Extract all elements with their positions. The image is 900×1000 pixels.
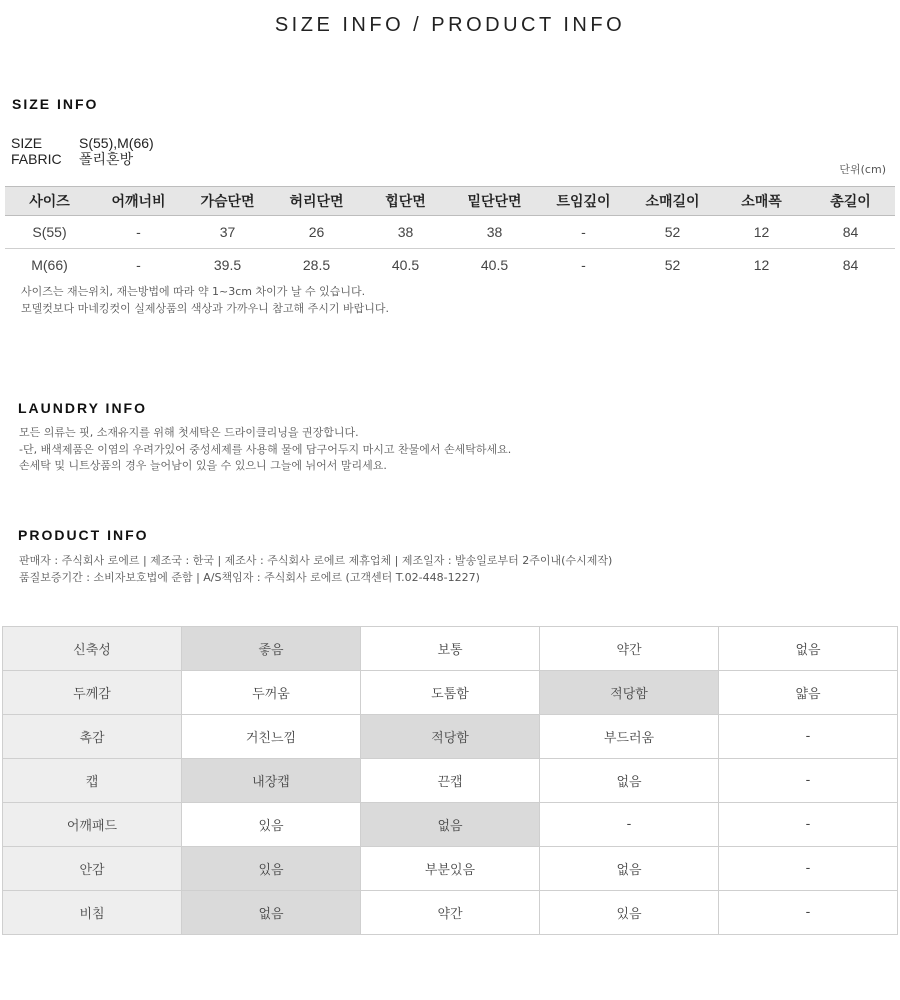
size-notes (21, 284, 389, 317)
attribute-row (3, 671, 898, 715)
table-row (5, 249, 895, 282)
header-hem: 밑단단면 (450, 187, 539, 216)
header-sleeve-length: 소매길이 (628, 187, 717, 216)
laundry-note-line: -단, 배색제품은 이염의 우려가있어 중성세제를 사용해 물에 담구어두지 마시고 찬물에서 손세탁하세요. (19, 442, 512, 456)
attribute-option: 있음 (182, 803, 361, 847)
size-table-header-row (5, 187, 895, 216)
attribute-label: 안감 (3, 847, 182, 891)
size-label: SIZE (11, 135, 43, 151)
attribute-option: - (719, 715, 898, 759)
table-cell: 26 (272, 216, 361, 249)
attribute-option-selected: 있음 (182, 847, 361, 891)
header-hip: 힙단면 (361, 187, 450, 216)
attribute-row (3, 803, 898, 847)
attribute-option: 도톰함 (361, 671, 540, 715)
fabric-label: FABRIC (11, 151, 62, 167)
table-cell: 84 (806, 216, 895, 249)
laundry-note-line: 손세탁 및 니트상품의 경우 늘어남이 있을 수 있으니 그늘에 뉘어서 말리세요. (19, 459, 387, 472)
attribute-option: - (719, 891, 898, 935)
attribute-option: 두꺼움 (182, 671, 361, 715)
fabric-spec (11, 151, 133, 168)
laundry-note-line: 모든 의류는 핏, 소재유지를 위해 첫세탁은 드라이클리닝을 권장합니다. (19, 426, 359, 439)
attribute-option-selected: 없음 (361, 803, 540, 847)
table-cell: S(55) (5, 216, 94, 249)
attribute-option: - (719, 847, 898, 891)
header-size: 사이즈 (5, 187, 94, 216)
fabric-value: 폴리혼방 (79, 151, 134, 167)
table-cell: 28.5 (302, 257, 331, 274)
header-slit: 트임깊이 (539, 187, 628, 216)
attribute-row (3, 715, 898, 759)
attribute-option: - (719, 803, 898, 847)
attribute-option: 없음 (540, 759, 719, 803)
attribute-option-selected: 내장캡 (182, 759, 361, 803)
attribute-label: 비침 (3, 891, 182, 935)
attribute-option: 없음 (719, 627, 898, 671)
header-waist: 허리단면 (272, 187, 361, 216)
unit-note: 단위(cm) (839, 163, 886, 176)
attribute-option: 부분있음 (361, 847, 540, 891)
table-cell: - (581, 257, 586, 274)
table-cell: 37 (183, 216, 272, 249)
table-cell: 12 (717, 216, 806, 249)
attribute-option-selected: 적당함 (540, 671, 719, 715)
header-chest: 가슴단면 (183, 187, 272, 216)
attribute-option: 없음 (540, 847, 719, 891)
attribute-label: 캡 (3, 759, 182, 803)
table-cell: - (136, 257, 141, 274)
attribute-option-selected: 좋음 (182, 627, 361, 671)
size-note-line: 사이즈는 재는위치, 재는방법에 따라 약 1~3cm 차이가 날 수 있습니다. (21, 285, 366, 298)
table-cell: 52 (628, 216, 717, 249)
table-cell: 40.5 (480, 257, 509, 274)
size-table (5, 186, 895, 282)
header-shoulder: 어깨너비 (94, 187, 183, 216)
attribute-row (3, 891, 898, 935)
attribute-label: 어깨패드 (3, 803, 182, 847)
page-title: SIZE INFO / PRODUCT INFO (274, 14, 626, 36)
product-info-heading: PRODUCT INFO (18, 527, 149, 543)
attribute-option-selected: 적당함 (361, 715, 540, 759)
size-value: S(55),M(66) (79, 135, 154, 151)
attribute-option: - (540, 803, 719, 847)
attribute-option: 있음 (540, 891, 719, 935)
attribute-label: 두께감 (3, 671, 182, 715)
product-notes (19, 553, 612, 586)
attribute-option-selected: 없음 (182, 891, 361, 935)
product-note-line: 품질보증기간 : 소비자보호법에 준함 | A/S책임자 : 주식회사 로에르 (고객센터 T.02-448-1227) (19, 570, 480, 584)
attribute-table (2, 626, 898, 935)
table-cell: 38 (450, 216, 539, 249)
table-row (5, 216, 895, 249)
laundry-info-heading: LAUNDRY INFO (18, 400, 147, 416)
attribute-option: 보통 (361, 627, 540, 671)
size-note-line: 모델컷보다 마네킹컷이 실제상품의 색상과 가까우니 참고해 주시기 바랍니다. (21, 301, 390, 315)
attribute-row (3, 759, 898, 803)
table-cell: 12 (753, 257, 770, 274)
table-cell: 84 (842, 257, 859, 274)
table-cell: 40.5 (391, 257, 420, 274)
table-cell: 38 (361, 216, 450, 249)
product-note-line: 판매자 : 주식회사 로에르 | 제조국 : 한국 | 제조사 : 주식회사 로에르 제휴업체 | 제조일자 : 발송일로부터 2주이내(수시제작) (19, 554, 613, 567)
header-sleeve-width: 소매폭 (717, 187, 806, 216)
attribute-label: 신축성 (3, 627, 182, 671)
attribute-option: 끈캡 (361, 759, 540, 803)
attribute-row (3, 847, 898, 891)
attribute-label: 촉감 (3, 715, 182, 759)
table-cell: M(66) (31, 257, 68, 274)
attribute-option: 부드러움 (540, 715, 719, 759)
attribute-option: 약간 (540, 627, 719, 671)
attribute-option: 거친느낌 (182, 715, 361, 759)
table-cell: 52 (664, 257, 681, 274)
size-spec (11, 135, 154, 152)
table-cell: - (94, 216, 183, 249)
table-cell: - (539, 216, 628, 249)
header-total-length: 총길이 (806, 187, 895, 216)
laundry-notes (19, 425, 511, 475)
attribute-option: 약간 (361, 891, 540, 935)
attribute-option: - (719, 759, 898, 803)
size-info-heading: SIZE INFO (12, 96, 99, 112)
attribute-option: 얇음 (719, 671, 898, 715)
table-cell: 39.5 (213, 257, 242, 274)
attribute-row (3, 627, 898, 671)
